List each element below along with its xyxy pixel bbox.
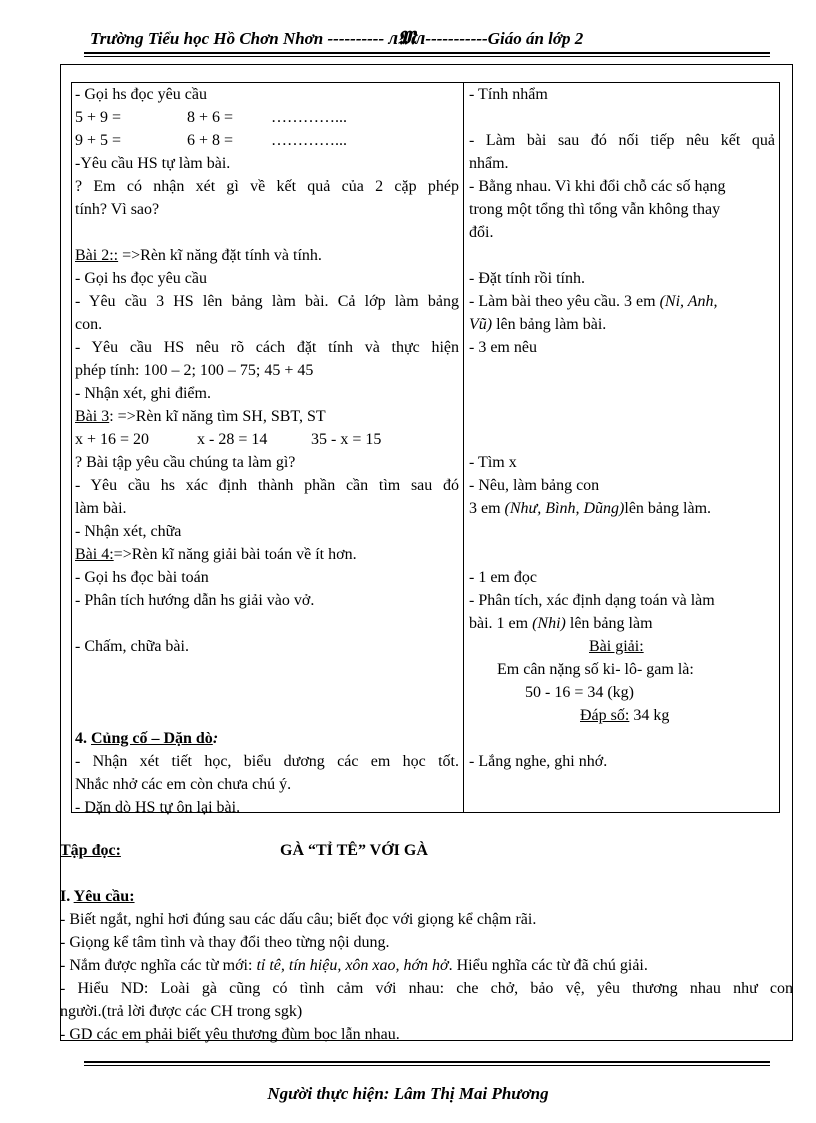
text-span: . Hiểu nghĩa các từ đã chú giải. bbox=[448, 957, 648, 974]
section-title: Củng cố – Dặn dò bbox=[91, 730, 213, 747]
blank-line bbox=[75, 221, 459, 244]
header-rule-thick bbox=[84, 52, 770, 54]
page-footer: Người thực hiện: Lâm Thị Mai Phương bbox=[267, 1084, 549, 1103]
text-line bbox=[469, 313, 775, 336]
requirements-number: I. bbox=[60, 888, 74, 905]
text-line: làm bài. bbox=[75, 500, 127, 517]
text-line: tính? Vì sao? bbox=[75, 201, 160, 218]
text-line: ? Bài tập yêu cầu chúng ta làm gì? bbox=[75, 454, 296, 471]
footer-rule-thin bbox=[84, 1065, 770, 1066]
blank-line bbox=[469, 520, 775, 543]
text-span: - Làm bài theo yêu cầu. 3 em bbox=[469, 293, 660, 310]
text-line: - Gọi hs đọc yêu cầu bbox=[75, 86, 207, 103]
student-column bbox=[469, 83, 775, 773]
text-line: đổi. bbox=[469, 224, 494, 241]
section-heading bbox=[75, 727, 459, 750]
lesson-label: Tập đọc: bbox=[60, 842, 121, 859]
equation: 35 - x = 15 bbox=[311, 431, 382, 448]
lesson-title: GÀ “TỈ TÊ” VỚI GÀ bbox=[280, 842, 428, 859]
blank-line bbox=[469, 382, 775, 405]
footer-rule-thick bbox=[84, 1061, 770, 1063]
text-line: trong một tổng thì tổng vẫn không thay bbox=[469, 201, 721, 218]
blank-line bbox=[75, 681, 459, 704]
solution-line: Em cân nặng số ki- lô- gam là: bbox=[497, 661, 694, 678]
exercise-item: 5 + 9 = bbox=[75, 109, 122, 126]
text-line: - Nhận xét, ghi điểm. bbox=[75, 385, 211, 402]
text-line: Nhắc nhở các em còn chưa chú ý. bbox=[75, 776, 292, 793]
header-dashes-right: ----------- bbox=[425, 29, 488, 48]
header-rule-thin bbox=[84, 56, 770, 57]
exercise-blank: …………... bbox=[271, 109, 347, 126]
exercise-blank: …………... bbox=[271, 132, 347, 149]
page-header bbox=[90, 27, 583, 50]
requirements-heading bbox=[60, 885, 793, 908]
blank-line bbox=[75, 658, 459, 681]
section-colon: : bbox=[212, 730, 219, 747]
text-span: bài. 1 em bbox=[469, 615, 533, 632]
solution-heading bbox=[469, 635, 775, 658]
equation: x + 16 = 20 bbox=[75, 431, 150, 448]
text-line: -Yêu cầu HS tự làm bài. bbox=[75, 155, 231, 172]
text-line bbox=[469, 497, 775, 520]
text-line: nhẩm. bbox=[469, 155, 509, 172]
text-line: - Yêu cầu hs xác định thành phần cần tìm sau đó bbox=[75, 477, 459, 494]
exercise-item: 6 + 8 = bbox=[187, 132, 234, 149]
exercise-row bbox=[75, 106, 459, 129]
requirements-title: Yêu cầu: bbox=[73, 888, 135, 905]
blank-line bbox=[469, 543, 775, 566]
text-line: - 3 em nêu bbox=[469, 339, 537, 356]
exercise-title: Bài 3 bbox=[75, 408, 110, 425]
blank-line bbox=[469, 106, 775, 129]
grade-label: Giáo án lớp 2 bbox=[487, 29, 584, 48]
student-names: (Ni, Anh, bbox=[659, 293, 718, 310]
exercise-title: Bài 2:: bbox=[75, 247, 119, 264]
text-line: - Tìm x bbox=[469, 454, 517, 471]
text-line: - Bằng nhau. Vì khi đổi chỗ các số hạng bbox=[469, 178, 726, 195]
lesson-title-row bbox=[60, 839, 793, 862]
student-names: (Như, Bình, Dũng) bbox=[504, 500, 625, 517]
student-names: Vũ) bbox=[469, 316, 493, 333]
exercise-item: 9 + 5 = bbox=[75, 132, 122, 149]
header-dashes-left: ---------- bbox=[327, 29, 385, 48]
requirements-section bbox=[60, 885, 793, 1046]
text-line: - Lắng nghe, ghi nhớ. bbox=[469, 753, 608, 770]
exercise-goal: =>Rèn kĩ năng giải bài toán về ít hơn. bbox=[113, 546, 357, 563]
text-line bbox=[469, 612, 775, 635]
answer-line bbox=[469, 704, 775, 727]
blank-line bbox=[469, 244, 775, 267]
section-number: 4. bbox=[75, 730, 91, 747]
text-line: - Gọi hs đọc bài toán bbox=[75, 569, 209, 586]
text-line: - Yêu cầu HS nêu rõ cách đặt tính và thực hiện bbox=[75, 339, 459, 356]
teacher-column bbox=[75, 83, 459, 819]
text-line: - Làm bài sau đó nối tiếp nêu kết quả bbox=[469, 132, 775, 149]
text-line bbox=[469, 290, 775, 313]
exercise-row bbox=[75, 129, 459, 152]
text-line: - Phân tích hướng dẫn hs giải vào vở. bbox=[75, 592, 315, 609]
blank-line bbox=[75, 612, 459, 635]
text-line: - Nhận xét tiết học, biểu dương các em học tốt. bbox=[75, 753, 459, 770]
solution-line: 50 - 16 = 34 (kg) bbox=[525, 684, 635, 701]
text-line: - Nhận xét, chữa bbox=[75, 523, 182, 540]
requirement-item: - Hiểu ND: Loài gà cũng có tình cảm với nhau: che chở, bảo vệ, yêu thương nhau như con bbox=[60, 980, 793, 997]
text-line: - Yêu cầu 3 HS lên bảng làm bài. Cả lớp làm bảng bbox=[75, 293, 459, 310]
equation: x - 28 = 14 bbox=[197, 431, 268, 448]
requirement-item: - GD các em phải biết yêu thương đùm bọc lẫn nhau. bbox=[60, 1026, 400, 1043]
text-line: - Tính nhẩm bbox=[469, 86, 548, 103]
blank-line bbox=[469, 359, 775, 382]
requirement-item: - Giọng kể tâm tình và thay đổi theo từng nội dung. bbox=[60, 934, 390, 951]
table-column-divider bbox=[463, 82, 464, 813]
text-line: - Gọi hs đọc yêu cầu bbox=[75, 270, 207, 287]
equation-row bbox=[75, 428, 459, 451]
exercise-heading bbox=[75, 543, 459, 566]
text-line: - 1 em đọc bbox=[469, 569, 537, 586]
text-span: lên bảng làm bbox=[565, 615, 653, 632]
text-line: phép tính: 100 – 2; 100 – 75; 45 + 45 bbox=[75, 362, 314, 379]
text-span: lên bảng làm. bbox=[624, 500, 712, 517]
exercise-heading bbox=[75, 244, 459, 267]
text-span: 3 em bbox=[469, 500, 505, 517]
exercise-goal: : =>Rèn kĩ năng tìm SH, SBT, ST bbox=[109, 408, 326, 425]
text-line: - Phân tích, xác định dạng toán và làm bbox=[469, 592, 715, 609]
text-span: - Nắm được nghĩa các từ mới: bbox=[60, 957, 257, 974]
answer-label: Đáp số: bbox=[580, 707, 630, 724]
blank-line bbox=[469, 405, 775, 428]
vocabulary-words: tỉ tê, tín hiệu, xôn xao, hớn hở bbox=[256, 957, 449, 974]
requirement-item: - Biết ngắt, nghỉ hơi đúng sau các dấu câu; biết đọc với giọng kể chậm rãi. bbox=[60, 911, 537, 928]
text-line: con. bbox=[75, 316, 103, 333]
text-line: - Đặt tính rồi tính. bbox=[469, 270, 585, 287]
school-name: Trường Tiểu học Hồ Chơn Nhơn bbox=[90, 29, 324, 48]
logo-icon: ᴫ𝕸ᴫ bbox=[388, 28, 426, 49]
student-names: (Nhi) bbox=[532, 615, 566, 632]
blank-line bbox=[469, 428, 775, 451]
exercise-goal: =>Rèn kĩ năng đặt tính và tính. bbox=[122, 247, 322, 264]
exercise-title: Bài 4: bbox=[75, 546, 114, 563]
solution-title: Bài giải: bbox=[589, 638, 644, 655]
requirement-item bbox=[60, 954, 793, 977]
exercise-heading bbox=[75, 405, 459, 428]
text-line: - Chấm, chữa bài. bbox=[75, 638, 189, 655]
requirement-item: người.(trả lời được các CH trong sgk) bbox=[60, 1003, 303, 1020]
text-span: lên bảng làm bài. bbox=[492, 316, 607, 333]
text-line: - Nêu, làm bảng con bbox=[469, 477, 600, 494]
text-line: ? Em có nhận xét gì về kết quả của 2 cặp phép bbox=[75, 178, 459, 195]
text-line: - Dặn dò HS tự ôn lại bài. bbox=[75, 799, 241, 816]
blank-line bbox=[75, 704, 459, 727]
blank-line bbox=[469, 727, 775, 750]
answer-value: 34 kg bbox=[629, 707, 670, 724]
exercise-item: 8 + 6 = bbox=[187, 109, 234, 126]
